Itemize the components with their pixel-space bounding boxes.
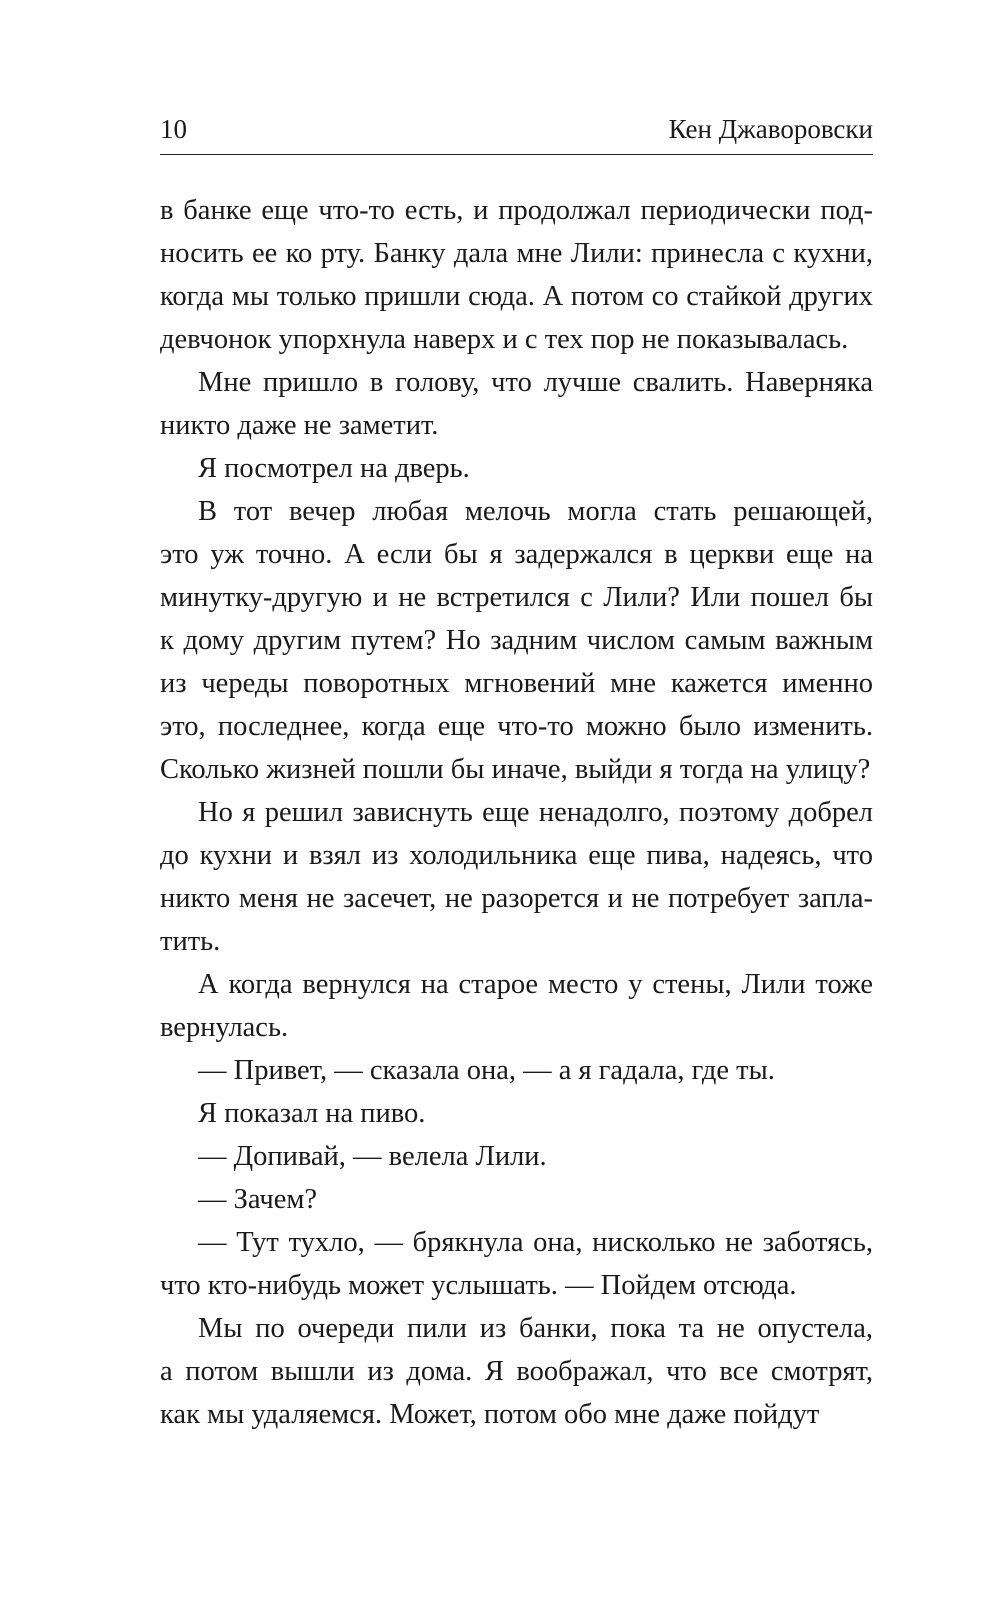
text-line: это уж точно. А если бы я задержался в церкви еще на [160, 539, 873, 570]
text-line: Сколько жизней пошли бы иначе, выйди я тогда на улицу? [160, 754, 871, 785]
paragraph [160, 1092, 873, 1135]
text-line: В тот вечер любая мелочь могла стать решающей, [198, 496, 873, 527]
text-line: это, последнее, когда еще что-то можно было изменить. [160, 711, 873, 742]
text-line: — Зачем? [198, 1184, 318, 1215]
text-line: Но я решил зависнуть еще ненадолго, поэтому добрел [198, 797, 873, 828]
text-line: А когда вернулся на старое место у стены, Лили тоже [198, 969, 873, 1000]
text-line: до кухни и взял из холодильника еще пива, надеясь, что [160, 840, 873, 871]
body-text [160, 189, 873, 1436]
text-line: к дому другим путем? Но задним числом самым важным [160, 625, 873, 656]
text-line: носить ее ко рту. Банку дала мне Лили: принесла с кухни, [160, 238, 873, 269]
page-number: 10 [160, 114, 187, 144]
text-line: Мне пришло в голову, что лучше свалить. Наверняка [198, 367, 873, 398]
text-line: когда мы только пришли сюда. А потом со стайкой других [160, 281, 873, 312]
text-line: никто даже не заметит. [160, 410, 439, 441]
paragraph [160, 490, 873, 791]
text-line: — Допивай, — велела Лили. [198, 1141, 547, 1172]
paragraph [160, 791, 873, 963]
text-line: Мы по очереди пили из банки, пока та не опустела, [198, 1313, 873, 1344]
text-line: а потом вышли из дома. Я воображал, что все смотрят, [160, 1356, 873, 1387]
paragraph [160, 1049, 873, 1092]
text-line: Я показал на пиво. [198, 1098, 426, 1129]
text-line: тить. [160, 926, 221, 957]
text-line: в банке еще что-то есть, и продолжал периодически под- [160, 195, 873, 226]
running-header [160, 112, 873, 155]
paragraph [160, 1221, 873, 1307]
running-header-author: Кен Джаворовски [668, 114, 873, 144]
text-line: из череды поворотных мгновений мне кажется именно [160, 668, 873, 699]
paragraph [160, 963, 873, 1049]
paragraph [160, 189, 873, 361]
paragraph [160, 1307, 873, 1436]
paragraph [160, 1135, 873, 1178]
text-line: девчонок упорхнула наверх и с тех пор не показывалась. [160, 324, 849, 355]
paragraph [160, 1178, 873, 1221]
text-line: никто меня не засечет, не разорется и не потребует запла- [160, 883, 873, 914]
text-line: Я посмотрел на дверь. [198, 453, 470, 484]
paragraph [160, 361, 873, 447]
text-line: минутку-другую и не встретился с Лили? Или пошел бы [160, 582, 873, 613]
text-line: вернулась. [160, 1012, 289, 1043]
text-line: что кто-нибудь может услышать. — Пойдем отсюда. [160, 1270, 797, 1301]
text-line: как мы удаляемся. Может, потом обо мне даже пойдут [160, 1399, 820, 1430]
text-line: — Привет, — сказала она, — а я гадала, где ты. [198, 1055, 775, 1086]
text-line: — Тут тухло, — брякнула она, нисколько не заботясь, [198, 1227, 873, 1258]
paragraph [160, 447, 873, 490]
